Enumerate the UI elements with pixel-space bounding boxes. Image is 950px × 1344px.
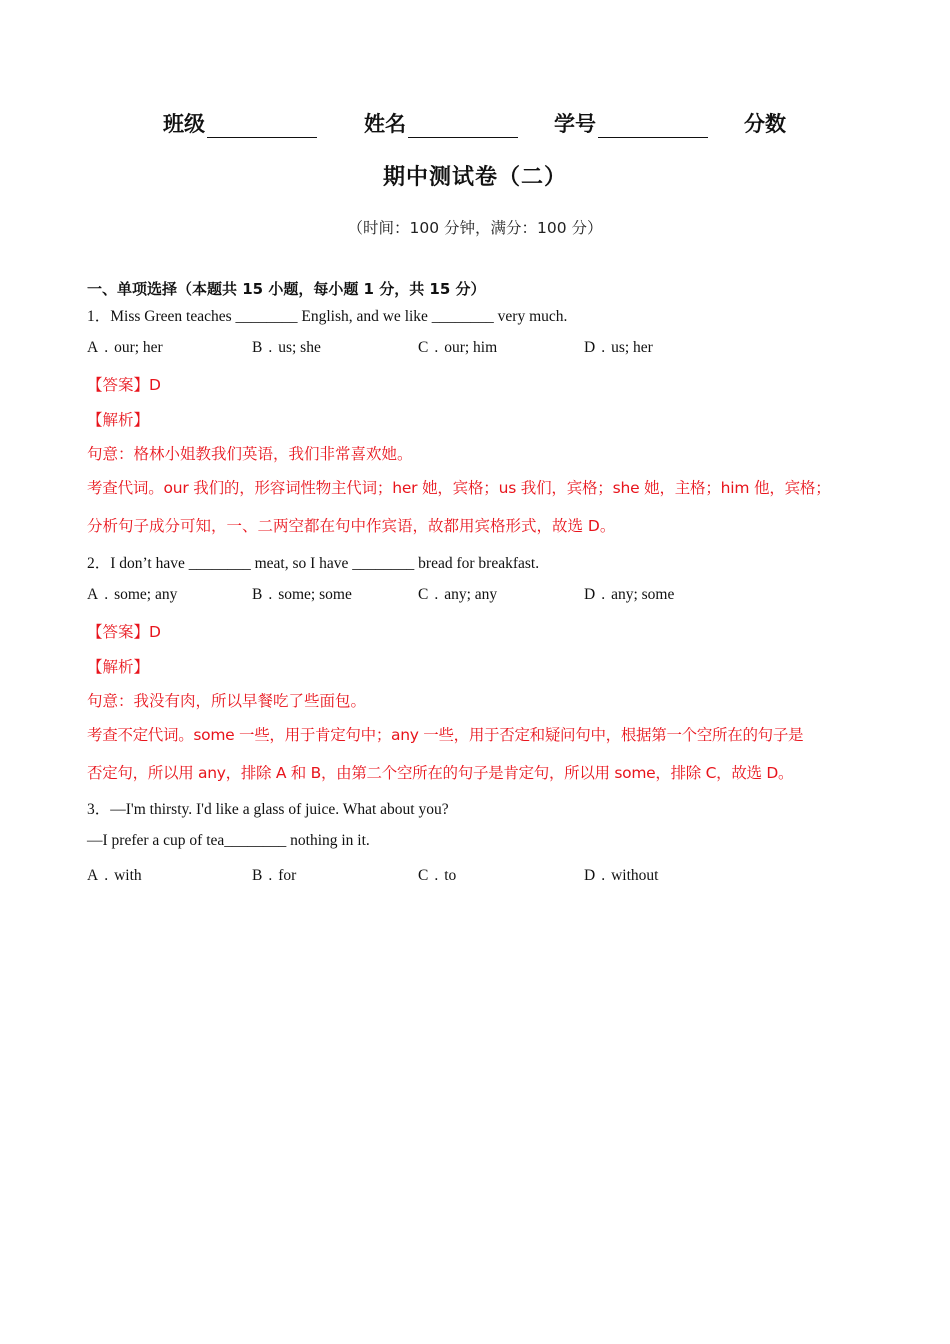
option-text: us; she xyxy=(278,339,321,356)
question-1-analysis-line: 分析句子成分可知，一、二两空都在句中作宾语，故都用宾格形式，故选 D。 xyxy=(87,517,616,535)
name-field xyxy=(364,108,518,138)
question-2-stem: 2．I don’t have ________ meat, so I have ________ bread for breakfast. xyxy=(87,555,540,572)
student-id-label: 学号 xyxy=(554,112,596,136)
option-letter: D xyxy=(584,339,596,356)
option-letter: D xyxy=(584,586,596,603)
question-2-option-c[interactable]: C . any; any xyxy=(418,586,498,603)
option-text: for xyxy=(278,867,297,884)
section-title: 一、单项选择（本题共 15 小题，每小题 1 分，共 15 分） xyxy=(87,280,486,298)
name-label: 姓名 xyxy=(364,112,406,136)
question-1-analysis-line: 句意：格林小姐教我们英语，我们非常喜欢她。 xyxy=(87,445,413,463)
option-letter: C xyxy=(418,339,429,356)
question-1-option-c[interactable]: C . our; him xyxy=(418,339,498,356)
option-letter: B xyxy=(252,339,263,356)
option-text: some; any xyxy=(114,586,178,603)
option-text: to xyxy=(444,867,457,884)
option-letter: B xyxy=(252,867,263,884)
option-letter: C xyxy=(418,586,429,603)
question-3-option-d[interactable]: D . without xyxy=(584,867,659,884)
exam-subtitle: （时间：100 分钟，满分：100 分） xyxy=(347,219,603,237)
option-text: any; some xyxy=(611,586,675,603)
option-text: some; some xyxy=(278,586,352,603)
student-id-blank[interactable] xyxy=(598,113,708,138)
option-letter: B xyxy=(252,586,263,603)
option-letter: A xyxy=(87,339,99,356)
question-2-analysis-line: 考查不定代词。some 一些，用于肯定句中；any 一些，用于否定和疑问句中，根据第一个空所在的句子是 xyxy=(87,726,804,744)
name-blank[interactable] xyxy=(408,113,518,138)
option-text: our; her xyxy=(114,339,163,356)
student-id-field xyxy=(554,108,708,138)
question-3-stem-continued: —I prefer a cup of tea________ nothing in it. xyxy=(87,832,370,849)
question-1-option-a[interactable]: A . our; her xyxy=(87,339,163,356)
question-2-analysis-line: 句意：我没有肉，所以早餐吃了些面包。 xyxy=(87,692,367,710)
question-2-option-d[interactable]: D . any; some xyxy=(584,586,675,603)
question-1-option-d[interactable]: D . us; her xyxy=(584,339,653,356)
question-3-option-b[interactable]: B . for xyxy=(252,867,297,884)
option-text: our; him xyxy=(444,339,498,356)
question-1-option-b[interactable]: B . us; she xyxy=(252,339,321,356)
option-letter: A xyxy=(87,586,99,603)
student-info-header xyxy=(0,108,950,144)
question-3-option-c[interactable]: C . to xyxy=(418,867,457,884)
option-text: without xyxy=(611,867,659,884)
question-1-stem: 1．Miss Green teaches ________ English, and we like ________ very much. xyxy=(87,308,568,325)
question-2-analysis-label: 【解析】 xyxy=(87,658,150,676)
class-field xyxy=(163,108,317,138)
question-1-analysis-line: 考查代词。our 我们的，形容词性物主代词；her 她，宾格；us 我们，宾格；she 她，主格；him 他，宾格； xyxy=(87,479,831,497)
exam-title: 期中测试卷（二） xyxy=(382,165,567,190)
question-2-option-b[interactable]: B . some; some xyxy=(252,586,352,603)
question-3-stem: 3．—I'm thirsty. I'd like a glass of juice. What about you? xyxy=(87,801,449,818)
question-2-analysis-line: 否定句，所以用 any，排除 A 和 B，由第二个空所在的句子是肯定句，所以用 some，排除 C，故选 D。 xyxy=(87,764,794,782)
question-2-option-a[interactable]: A . some; any xyxy=(87,586,178,603)
question-1-analysis-label: 【解析】 xyxy=(87,411,150,429)
class-label: 班级 xyxy=(163,112,205,136)
score-field xyxy=(744,108,786,138)
question-3-option-a[interactable]: A . with xyxy=(87,867,142,884)
score-label: 分数 xyxy=(744,112,786,136)
question-1-answer: 【答案】D xyxy=(87,376,161,394)
option-letter: A xyxy=(87,867,99,884)
question-2-answer: 【答案】D xyxy=(87,623,161,641)
option-text: with xyxy=(114,867,142,884)
option-text: any; any xyxy=(444,586,498,603)
option-text: us; her xyxy=(611,339,653,356)
class-blank[interactable] xyxy=(207,113,317,138)
option-letter: D xyxy=(584,867,596,884)
option-letter: C xyxy=(418,867,429,884)
